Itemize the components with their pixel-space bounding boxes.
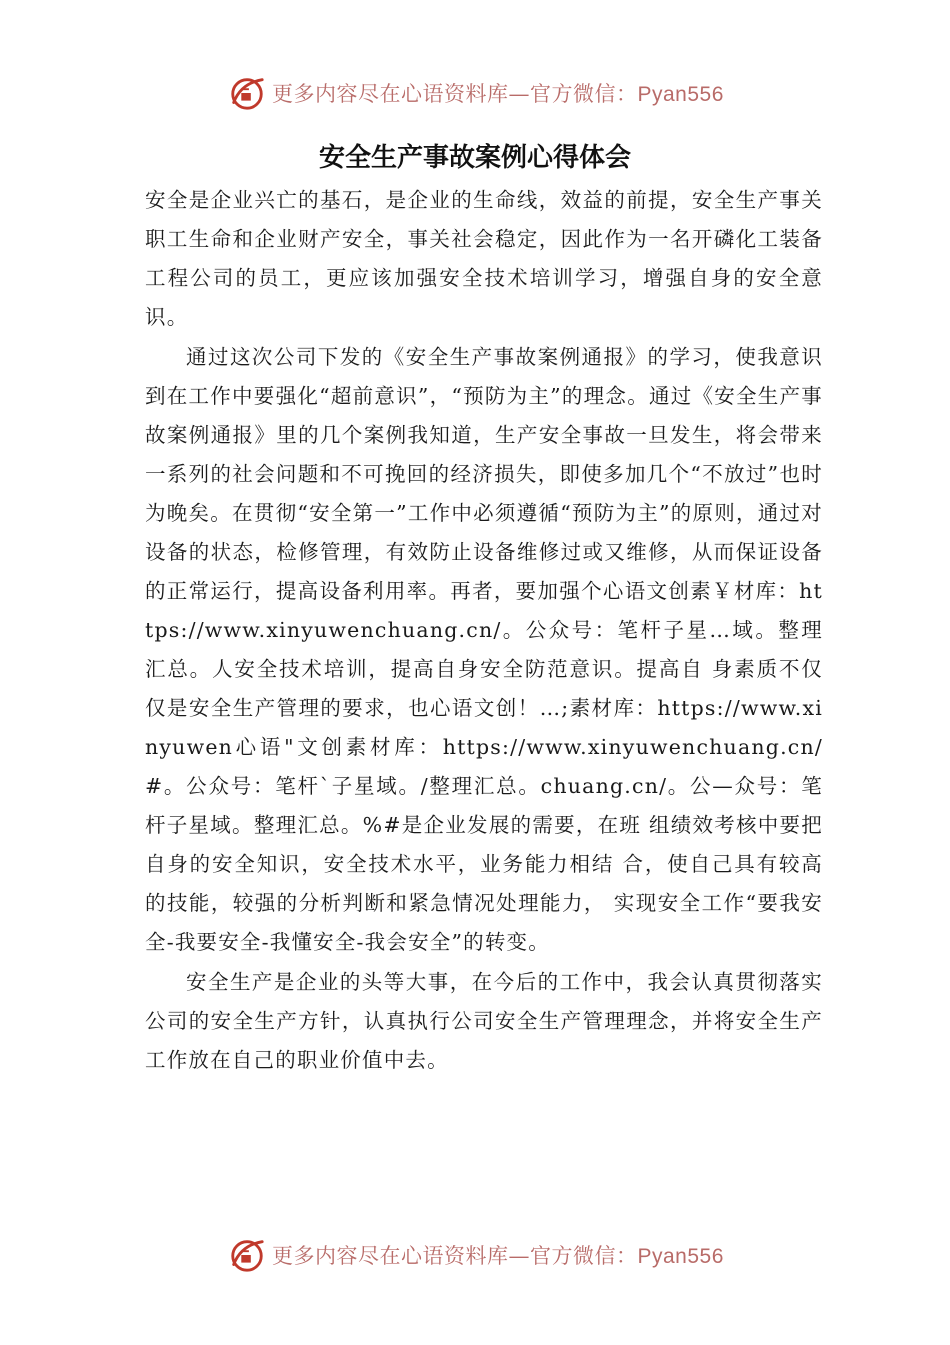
paragraph-1: 安全是企业兴亡的基石，是企业的生命线，效益的前提，安全生产事关职工生命和企业财产安全，事关社会稳定，因此作为一名开磷化工装备工程公司的员工，更应该加强安全技术培训学习，增强自身的安全意识。 — [145, 188, 823, 329]
header-banner-cn: 更多内容尽在心语资料库—官方微信： — [272, 82, 638, 106]
paragraph-3: 安全生产是企业的头等大事，在今后的工作中，我会认真贯彻落实公司的安全生产方针，认真执行公司安全生产管理理念，并将安全生产工作放在自己的职业价值中去。 — [145, 970, 823, 1072]
footer-banner-id: Pyan556 — [637, 1245, 724, 1268]
footer-banner-cn: 更多内容尽在心语资料库—官方微信： — [272, 1244, 638, 1268]
footer-banner — [228, 1235, 724, 1275]
footer-banner-text — [272, 1240, 724, 1270]
paragraph-2: 通过这次公司下发的《安全生产事故案例通报》的学习，使我意识到在工作中要强化“超前意识”，“预防为主”的理念。通过《安全生产事故案例通报》里的几个案例我知道，生产安全事故一旦发生，将会带来一系列的社会问题和不可挽回的经济损失，即使多加几个“不放过”也时为晚矣。在贯彻“安全第一”工作中必须遵循“预防为主”的原则，通过对设备的状态，检修管理，有效防止设备维修过或又维修，从而保证设备的正常运行，提高设备利用率。再者，要加强个心语文创素￥材库：https://www.xinyuwenchuang.cn/。公众号：笔杆子星…域。整理汇总。人安全技术培训，提高自身安全防范意识。提高自 身素质不仅仅是安全生产管理的要求，也心语文创！…;素材库：https://www.xinyuwen心语"文创素材库：https://www.xinyuwenchuang.cn/#。公众号：笔杆`子星域。/整理汇总。chuang.cn/。公—众号：笔杆子星域。整理汇总。%#是企业发展的需要，在班 组绩效考核中要把自身的安全知识，安全技术水平，业务能力相结 合，使自己具有较高的技能，较强的分析判断和紧急情况处理能力， 实现安全工作“要我安全-我要安全-我懂安全-我会安全”的转变。 — [145, 345, 823, 954]
brand-logo-icon — [228, 74, 266, 112]
header-banner-text — [272, 78, 724, 108]
document-body — [145, 181, 823, 1080]
document-title: 安全生产事故案例心得体会 — [318, 143, 631, 173]
brand-logo-icon — [228, 1236, 266, 1274]
header-banner-id: Pyan556 — [637, 83, 724, 106]
header-banner — [228, 73, 724, 113]
